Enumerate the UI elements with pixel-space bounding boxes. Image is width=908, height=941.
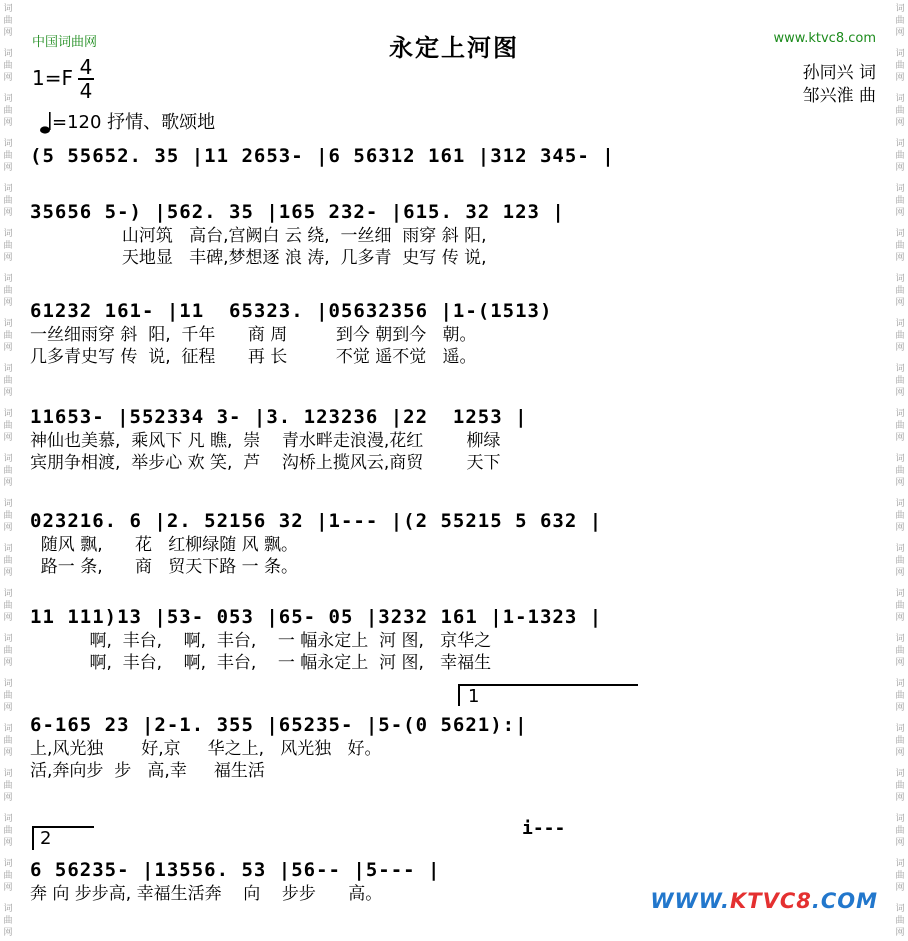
watermark-glyph: 曲 (3, 151, 13, 161)
watermark-glyph: 曲 (3, 376, 13, 386)
watermark-glyph: 网 (895, 838, 905, 848)
watermark-glyph: 词 (895, 319, 905, 329)
notation-line: 35656 5-) |562. 35 |165 232- |615. 32 123 | (30, 201, 565, 223)
watermark-glyph: 网 (3, 748, 13, 758)
watermark-glyph: 网 (3, 343, 13, 353)
watermark-glyph: 曲 (895, 646, 905, 656)
notation-line: 11 111)13 |53- 053 |65- 05 |3232 161 |1-1323 | (30, 606, 603, 628)
lyric-verse-2: 路一 条, 商 贸天下路 一 条。 (30, 557, 299, 577)
lyric-verse-2: 宾朋争相渡, 举步心 欢 笑, 芦 沟桥上揽风云,商贸 天下 (30, 453, 501, 473)
watermark-glyph: 词 (3, 904, 13, 914)
credits (803, 62, 876, 108)
watermark-glyph: 网 (3, 838, 13, 848)
watermark-glyph: 曲 (3, 736, 13, 746)
site-watermark (650, 889, 878, 913)
watermark-glyph: 词 (895, 94, 905, 104)
fermata-notes: i--- (522, 818, 566, 839)
watermark-glyph: 网 (3, 613, 13, 623)
watermark-glyph: 网 (895, 613, 905, 623)
watermark-glyph: 词 (895, 184, 905, 194)
watermark-glyph: 曲 (895, 151, 905, 161)
watermark-glyph: 词 (3, 409, 13, 419)
watermark-glyph: 曲 (895, 826, 905, 836)
watermark-glyph: 词 (3, 544, 13, 554)
watermark-glyph: 词 (3, 274, 13, 284)
watermark-glyph: 网 (3, 28, 13, 38)
watermark-glyph: 曲 (3, 286, 13, 296)
watermark-glyph: 网 (895, 343, 905, 353)
watermark-glyph: 词 (3, 769, 13, 779)
site-url-right: www.ktvc8.com (773, 31, 876, 46)
score-row-6 (30, 604, 880, 674)
watermark-glyph: 曲 (895, 421, 905, 431)
watermark-glyph: 曲 (895, 916, 905, 926)
left-watermark-column (0, 0, 16, 941)
watermark-glyph: 网 (895, 388, 905, 398)
score-row-2 (30, 199, 880, 269)
watermark-part-c: .COM (811, 889, 878, 913)
watermark-glyph: 曲 (895, 511, 905, 521)
watermark-glyph: 网 (3, 523, 13, 533)
site-name-left: 中国词曲网 (32, 35, 98, 50)
lyric-verse-2: 几多青史写 传 说, 征程 再 长 不觉 遥不觉 遥。 (30, 347, 477, 367)
watermark-glyph: 网 (895, 793, 905, 803)
watermark-glyph: 曲 (895, 601, 905, 611)
watermark-glyph: 网 (895, 298, 905, 308)
watermark-glyph: 网 (3, 163, 13, 173)
watermark-glyph: 曲 (3, 106, 13, 116)
watermark-glyph: 曲 (3, 916, 13, 926)
right-watermark-column (892, 0, 908, 941)
watermark-glyph: 曲 (895, 466, 905, 476)
score-row-1 (30, 143, 880, 169)
composer: 邹兴淮 曲 (802, 86, 876, 106)
watermark-glyph: 词 (3, 454, 13, 464)
watermark-glyph: 曲 (895, 61, 905, 71)
lyric-verse-1: 山河筑 高台,宫阙白 云 绕, 一丝细 雨穿 斜 阳, (30, 226, 487, 246)
lyric-verse-1: 神仙也美慕, 乘风下 凡 瞧, 崇 青水畔走浪漫,花红 柳绿 (30, 431, 501, 451)
tempo-text: =120 抒情、歌颂地 (52, 112, 216, 133)
watermark-glyph: 词 (895, 139, 905, 149)
score-row-5 (30, 508, 880, 578)
watermark-glyph: 曲 (3, 241, 13, 251)
notation-line: 6 56235- |13556. 53 |56-- |5--- | (30, 859, 441, 881)
watermark-glyph: 网 (3, 253, 13, 263)
watermark-glyph: 词 (3, 589, 13, 599)
watermark-glyph: 曲 (3, 646, 13, 656)
watermark-glyph: 曲 (895, 331, 905, 341)
watermark-glyph: 网 (895, 28, 905, 38)
watermark-glyph: 词 (3, 49, 13, 59)
notation-line: (5 55652. 35 |11 2653- |6 56312 161 |312 345- | (30, 145, 615, 167)
watermark-glyph: 网 (895, 433, 905, 443)
watermark-glyph: 网 (895, 883, 905, 893)
watermark-glyph: 网 (895, 118, 905, 128)
watermark-glyph: 词 (3, 229, 13, 239)
score-row-4 (30, 404, 880, 474)
watermark-glyph: 词 (895, 904, 905, 914)
watermark-glyph: 网 (3, 928, 13, 938)
first-ending-line (458, 684, 638, 686)
notation-line: 61232 161- |11 65323. |05632356 |1-(1513) (30, 300, 553, 322)
watermark-glyph: 曲 (3, 466, 13, 476)
song-title: 永定上河图 (389, 33, 519, 62)
watermark-glyph: 网 (3, 703, 13, 713)
notation-line: 6-165 23 |2-1. 355 |65235- |5-(0 5621):| (30, 714, 528, 736)
lyric-verse-2: 天地显 丰碑,梦想逐 浪 涛, 几多青 史写 传 说, (30, 248, 487, 268)
watermark-glyph: 曲 (895, 781, 905, 791)
watermark-glyph: 网 (3, 478, 13, 488)
watermark-glyph: 词 (3, 319, 13, 329)
watermark-glyph: 词 (3, 634, 13, 644)
quarter-note-icon (40, 112, 52, 134)
watermark-glyph: 曲 (3, 331, 13, 341)
watermark-glyph: 词 (895, 634, 905, 644)
second-ending-number: 2 (40, 828, 52, 849)
notation-line: 11653- |552334 3- |3. 123236 |22 1253 | (30, 406, 528, 428)
watermark-glyph: 词 (895, 814, 905, 824)
first-ending-number: 1 (468, 686, 480, 707)
watermark-glyph: 曲 (895, 241, 905, 251)
watermark-glyph: 词 (895, 589, 905, 599)
watermark-glyph: 词 (895, 544, 905, 554)
watermark-glyph: 曲 (895, 871, 905, 881)
second-ending-tick (32, 826, 34, 850)
watermark-glyph: 曲 (3, 871, 13, 881)
watermark-glyph: 网 (895, 748, 905, 758)
lyric-verse-1: 啊, 丰台, 啊, 丰台, 一 幅永定上 河 图, 京华之 (30, 631, 492, 651)
watermark-glyph: 词 (3, 724, 13, 734)
watermark-glyph: 词 (895, 274, 905, 284)
watermark-glyph: 词 (895, 49, 905, 59)
watermark-glyph: 词 (895, 4, 905, 14)
watermark-glyph: 词 (895, 724, 905, 734)
lyric-verse-1: 一丝细雨穿 斜 阳, 千年 商 周 到今 朝到今 朝。 (30, 325, 477, 345)
watermark-glyph: 曲 (895, 16, 905, 26)
watermark-glyph: 网 (895, 523, 905, 533)
watermark-glyph: 词 (3, 364, 13, 374)
watermark-glyph: 词 (895, 409, 905, 419)
watermark-glyph: 网 (3, 298, 13, 308)
watermark-glyph: 网 (3, 433, 13, 443)
watermark-glyph: 曲 (895, 556, 905, 566)
watermark-glyph: 词 (895, 679, 905, 689)
watermark-glyph: 曲 (3, 781, 13, 791)
score-row-3 (30, 298, 880, 368)
watermark-glyph: 词 (895, 859, 905, 869)
watermark-glyph: 词 (895, 454, 905, 464)
watermark-glyph: 网 (3, 73, 13, 83)
time-top: 4 (79, 55, 93, 79)
watermark-glyph: 曲 (895, 106, 905, 116)
watermark-glyph: 曲 (895, 736, 905, 746)
watermark-glyph: 曲 (3, 691, 13, 701)
watermark-glyph: 网 (895, 73, 905, 83)
lyricist: 孙同兴 词 (802, 63, 876, 83)
score-row-7 (30, 712, 880, 782)
watermark-glyph: 词 (3, 4, 13, 14)
watermark-glyph: 曲 (3, 16, 13, 26)
watermark-glyph: 词 (3, 859, 13, 869)
watermark-glyph: 曲 (3, 511, 13, 521)
watermark-glyph: 网 (895, 253, 905, 263)
watermark-glyph: 曲 (3, 196, 13, 206)
notation-line: 023216. 6 |2. 52156 32 |1--- |(2 55215 5 632 | (30, 510, 603, 532)
watermark-glyph: 网 (3, 118, 13, 128)
time-bottom: 4 (79, 79, 93, 103)
watermark-glyph: 网 (895, 658, 905, 668)
watermark-glyph: 网 (895, 928, 905, 938)
watermark-glyph: 网 (3, 208, 13, 218)
watermark-glyph: 网 (3, 388, 13, 398)
lyric-verse-2: 啊, 丰台, 啊, 丰台, 一 幅永定上 河 图, 幸福生 (30, 653, 492, 673)
watermark-glyph: 词 (3, 679, 13, 689)
watermark-glyph: 曲 (3, 421, 13, 431)
time-signature (78, 56, 94, 102)
watermark-glyph: 曲 (895, 286, 905, 296)
watermark-glyph: 词 (3, 139, 13, 149)
lyric-verse-1: 随风 飘, 花 红柳绿随 风 飘。 (30, 535, 299, 555)
watermark-glyph: 网 (3, 568, 13, 578)
watermark-glyph: 网 (895, 568, 905, 578)
watermark-glyph: 曲 (3, 556, 13, 566)
watermark-part-a: WWW. (650, 889, 730, 913)
watermark-glyph: 网 (895, 478, 905, 488)
tempo-marking (40, 108, 215, 134)
watermark-glyph: 曲 (3, 601, 13, 611)
watermark-glyph: 网 (3, 883, 13, 893)
watermark-part-b: KTVC8 (729, 889, 812, 913)
watermark-glyph: 网 (3, 793, 13, 803)
watermark-glyph: 曲 (895, 376, 905, 386)
watermark-glyph: 网 (895, 703, 905, 713)
lyric-verse-1: 上,风光独 好,京 华之上, 风光独 好。 (30, 739, 382, 759)
first-ending-tick (458, 684, 460, 706)
watermark-glyph: 词 (895, 499, 905, 509)
lyric-verse-1: 奔 向 步步高, 幸福生活奔 向 步步 高。 (30, 884, 383, 904)
watermark-glyph: 词 (3, 814, 13, 824)
watermark-glyph: 词 (895, 229, 905, 239)
watermark-glyph: 词 (3, 184, 13, 194)
watermark-glyph: 网 (895, 208, 905, 218)
watermark-glyph: 词 (3, 94, 13, 104)
lyric-verse-2: 活,奔向步 步 高,幸 福生活 (30, 761, 265, 781)
watermark-glyph: 曲 (895, 691, 905, 701)
watermark-glyph: 词 (3, 499, 13, 509)
watermark-glyph: 词 (895, 769, 905, 779)
watermark-glyph: 曲 (895, 196, 905, 206)
watermark-glyph: 曲 (3, 826, 13, 836)
watermark-glyph: 词 (895, 364, 905, 374)
watermark-glyph: 网 (3, 658, 13, 668)
watermark-glyph: 网 (895, 163, 905, 173)
key-signature: 1=F (32, 66, 73, 90)
watermark-glyph: 曲 (3, 61, 13, 71)
